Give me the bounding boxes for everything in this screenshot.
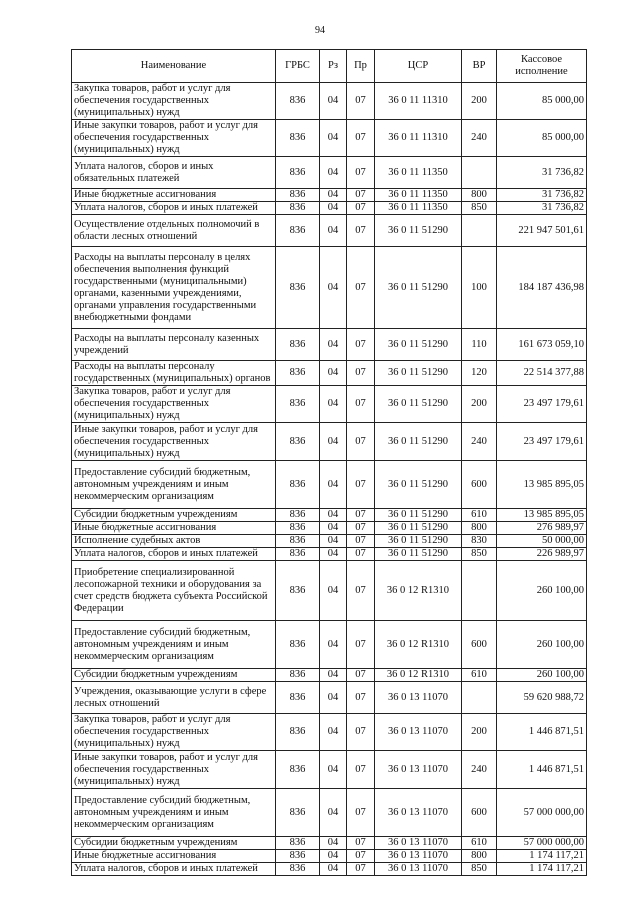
- cell-pr: 07: [347, 837, 375, 850]
- cell-csr: 36 0 11 51290: [375, 361, 462, 386]
- cell-rz: 04: [320, 548, 347, 561]
- cell-amount: 1 174 117,21: [497, 863, 587, 876]
- cell-grbs: 836: [276, 423, 320, 461]
- table-row: [72, 789, 587, 837]
- cell-amount: 226 989,97: [497, 548, 587, 561]
- cell-rz: 04: [320, 751, 347, 789]
- cell-grbs: 836: [276, 535, 320, 548]
- cell-pr: 07: [347, 329, 375, 361]
- cell-vr: 610: [462, 509, 497, 522]
- cell-name: Субсидии бюджетным учреждениям: [72, 509, 276, 522]
- table-row: [72, 461, 587, 509]
- cell-rz: 04: [320, 561, 347, 621]
- cell-amount: 1 446 871,51: [497, 714, 587, 751]
- cell-amount: 184 187 436,98: [497, 247, 587, 329]
- cell-amount: 22 514 377,88: [497, 361, 587, 386]
- cell-rz: 04: [320, 189, 347, 202]
- cell-pr: 07: [347, 361, 375, 386]
- cell-pr: 07: [347, 682, 375, 714]
- cell-grbs: 836: [276, 329, 320, 361]
- cell-grbs: 836: [276, 215, 320, 247]
- cell-grbs: 836: [276, 621, 320, 669]
- cell-pr: 07: [347, 669, 375, 682]
- cell-name: Исполнение судебных актов: [72, 535, 276, 548]
- cell-rz: 04: [320, 461, 347, 509]
- cell-csr: 36 0 11 51290: [375, 522, 462, 535]
- cell-csr: 36 0 11 51290: [375, 386, 462, 423]
- cell-grbs: 836: [276, 120, 320, 157]
- cell-amount: 13 985 895,05: [497, 509, 587, 522]
- header-csr: ЦСР: [375, 50, 462, 83]
- cell-name: Субсидии бюджетным учреждениям: [72, 837, 276, 850]
- cell-vr: 200: [462, 83, 497, 120]
- cell-grbs: 836: [276, 837, 320, 850]
- cell-pr: 07: [347, 863, 375, 876]
- cell-grbs: 836: [276, 561, 320, 621]
- cell-grbs: 836: [276, 247, 320, 329]
- cell-pr: 07: [347, 751, 375, 789]
- table-row: [72, 850, 587, 863]
- cell-vr: 800: [462, 850, 497, 863]
- cell-grbs: 836: [276, 548, 320, 561]
- cell-amount: 57 000 000,00: [497, 837, 587, 850]
- cell-amount: 221 947 501,61: [497, 215, 587, 247]
- cell-csr: 36 0 13 11070: [375, 863, 462, 876]
- cell-pr: 07: [347, 548, 375, 561]
- cell-grbs: 836: [276, 461, 320, 509]
- cell-csr: 36 0 13 11070: [375, 682, 462, 714]
- cell-pr: 07: [347, 561, 375, 621]
- header-name: Наименование: [72, 50, 276, 83]
- cell-vr: 200: [462, 386, 497, 423]
- cell-grbs: 836: [276, 386, 320, 423]
- cell-vr: 600: [462, 789, 497, 837]
- cell-name: Иные бюджетные ассигнования: [72, 522, 276, 535]
- cell-rz: 04: [320, 247, 347, 329]
- table-row: [72, 386, 587, 423]
- cell-vr: 610: [462, 669, 497, 682]
- header-vr: ВР: [462, 50, 497, 83]
- cell-rz: 04: [320, 850, 347, 863]
- cell-name: Иные бюджетные ассигнования: [72, 850, 276, 863]
- cell-amount: 161 673 059,10: [497, 329, 587, 361]
- cell-amount: 23 497 179,61: [497, 386, 587, 423]
- cell-pr: 07: [347, 215, 375, 247]
- cell-name: Иные закупки товаров, работ и услуг для обеспечения государственных (муниципальных) нужд: [72, 120, 276, 157]
- cell-rz: 04: [320, 522, 347, 535]
- cell-pr: 07: [347, 157, 375, 189]
- cell-csr: 36 0 11 11310: [375, 83, 462, 120]
- cell-vr: 600: [462, 461, 497, 509]
- cell-vr: 850: [462, 863, 497, 876]
- cell-amount: 1 446 871,51: [497, 751, 587, 789]
- cell-rz: 04: [320, 83, 347, 120]
- cell-name: Уплата налогов, сборов и иных платежей: [72, 548, 276, 561]
- table-row: [72, 329, 587, 361]
- cell-vr: 830: [462, 535, 497, 548]
- table-row: [72, 509, 587, 522]
- header-pr: Пр: [347, 50, 375, 83]
- cell-rz: 04: [320, 361, 347, 386]
- header-rz: Рз: [320, 50, 347, 83]
- cell-vr: 610: [462, 837, 497, 850]
- table-row: [72, 247, 587, 329]
- cell-name: Приобретение специализированной лесопожарной техники и оборудования за счет средств бюджета субъекта Российской Федерации: [72, 561, 276, 621]
- cell-rz: 04: [320, 682, 347, 714]
- cell-vr: 120: [462, 361, 497, 386]
- cell-grbs: 836: [276, 669, 320, 682]
- cell-vr: 110: [462, 329, 497, 361]
- cell-grbs: 836: [276, 361, 320, 386]
- cell-grbs: 836: [276, 83, 320, 120]
- cell-pr: 07: [347, 386, 375, 423]
- table-row: [72, 837, 587, 850]
- table-header-row: [72, 50, 587, 83]
- cell-csr: 36 0 11 51290: [375, 215, 462, 247]
- cell-name: Иные бюджетные ассигнования: [72, 189, 276, 202]
- cell-rz: 04: [320, 202, 347, 215]
- table-row: [72, 548, 587, 561]
- table-row: [72, 361, 587, 386]
- cell-name: Уплата налогов, сборов и иных платежей: [72, 863, 276, 876]
- cell-pr: 07: [347, 850, 375, 863]
- cell-amount: 31 736,82: [497, 157, 587, 189]
- cell-rz: 04: [320, 120, 347, 157]
- cell-pr: 07: [347, 509, 375, 522]
- cell-csr: 36 0 11 51290: [375, 509, 462, 522]
- cell-name: Расходы на выплаты персоналу в целях обеспечения выполнения функций государственными (муниципальными) органами, казенными учреждениями, органами управления государственными внебюджетными фондами: [72, 247, 276, 329]
- table-row: [72, 621, 587, 669]
- cell-vr: 240: [462, 751, 497, 789]
- cell-pr: 07: [347, 202, 375, 215]
- cell-pr: 07: [347, 247, 375, 329]
- cell-name: Закупка товаров, работ и услуг для обеспечения государственных (муниципальных) нужд: [72, 714, 276, 751]
- cell-vr: 850: [462, 548, 497, 561]
- cell-pr: 07: [347, 522, 375, 535]
- table-row: [72, 863, 587, 876]
- cell-vr: 800: [462, 189, 497, 202]
- cell-vr: [462, 215, 497, 247]
- cell-csr: 36 0 11 51290: [375, 461, 462, 509]
- cell-csr: 36 0 11 11350: [375, 189, 462, 202]
- cell-pr: 07: [347, 621, 375, 669]
- cell-amount: 260 100,00: [497, 621, 587, 669]
- cell-grbs: 836: [276, 863, 320, 876]
- cell-vr: [462, 682, 497, 714]
- cell-rz: 04: [320, 509, 347, 522]
- table-row: [72, 714, 587, 751]
- cell-name: Закупка товаров, работ и услуг для обеспечения государственных (муниципальных) нужд: [72, 83, 276, 120]
- cell-csr: 36 0 11 11310: [375, 120, 462, 157]
- cell-name: Уплата налогов, сборов и иных обязательных платежей: [72, 157, 276, 189]
- table-row: [72, 535, 587, 548]
- cell-rz: 04: [320, 714, 347, 751]
- cell-amount: 260 100,00: [497, 561, 587, 621]
- cell-csr: 36 0 13 11070: [375, 837, 462, 850]
- header-amount: Кассовое исполнение: [497, 50, 587, 83]
- cell-grbs: 836: [276, 509, 320, 522]
- cell-vr: [462, 157, 497, 189]
- cell-amount: 13 985 895,05: [497, 461, 587, 509]
- cell-vr: 850: [462, 202, 497, 215]
- table-row: [72, 215, 587, 247]
- table-row: [72, 423, 587, 461]
- table-row: [72, 682, 587, 714]
- cell-rz: 04: [320, 837, 347, 850]
- header-grbs: ГРБС: [276, 50, 320, 83]
- cell-amount: 23 497 179,61: [497, 423, 587, 461]
- table-row: [72, 522, 587, 535]
- cell-amount: 31 736,82: [497, 189, 587, 202]
- cell-csr: 36 0 11 51290: [375, 548, 462, 561]
- cell-name: Уплата налогов, сборов и иных платежей: [72, 202, 276, 215]
- cell-rz: 04: [320, 789, 347, 837]
- cell-grbs: 836: [276, 682, 320, 714]
- table-row: [72, 751, 587, 789]
- cell-amount: 276 989,97: [497, 522, 587, 535]
- cell-pr: 07: [347, 189, 375, 202]
- cell-pr: 07: [347, 83, 375, 120]
- table-row: [72, 561, 587, 621]
- table-row: [72, 83, 587, 120]
- cell-rz: 04: [320, 386, 347, 423]
- cell-grbs: 836: [276, 202, 320, 215]
- cell-amount: 85 000,00: [497, 120, 587, 157]
- cell-pr: 07: [347, 535, 375, 548]
- cell-rz: 04: [320, 669, 347, 682]
- cell-amount: 85 000,00: [497, 83, 587, 120]
- cell-csr: 36 0 13 11070: [375, 751, 462, 789]
- cell-csr: 36 0 11 51290: [375, 423, 462, 461]
- cell-amount: 59 620 988,72: [497, 682, 587, 714]
- cell-csr: 36 0 12 R1310: [375, 561, 462, 621]
- cell-amount: 31 736,82: [497, 202, 587, 215]
- cell-name: Предоставление субсидий бюджетным, автономным учреждениям и иным некоммерческим организациям: [72, 789, 276, 837]
- cell-grbs: 836: [276, 189, 320, 202]
- cell-csr: 36 0 11 51290: [375, 535, 462, 548]
- cell-vr: 200: [462, 714, 497, 751]
- cell-vr: 600: [462, 621, 497, 669]
- cell-name: Расходы на выплаты персоналу государственных (муниципальных) органов: [72, 361, 276, 386]
- cell-name: Иные закупки товаров, работ и услуг для обеспечения государственных (муниципальных) нужд: [72, 751, 276, 789]
- cell-vr: [462, 561, 497, 621]
- cell-name: Расходы на выплаты персоналу казенных учреждений: [72, 329, 276, 361]
- cell-rz: 04: [320, 535, 347, 548]
- cell-grbs: 836: [276, 522, 320, 535]
- cell-pr: 07: [347, 423, 375, 461]
- cell-csr: 36 0 12 R1310: [375, 669, 462, 682]
- cell-csr: 36 0 11 11350: [375, 202, 462, 215]
- cell-rz: 04: [320, 215, 347, 247]
- cell-csr: 36 0 11 51290: [375, 247, 462, 329]
- cell-vr: 240: [462, 423, 497, 461]
- cell-pr: 07: [347, 120, 375, 157]
- cell-csr: 36 0 11 51290: [375, 329, 462, 361]
- cell-amount: 1 174 117,21: [497, 850, 587, 863]
- table-row: [72, 202, 587, 215]
- cell-rz: 04: [320, 423, 347, 461]
- page-number: 94: [315, 25, 325, 36]
- cell-csr: 36 0 13 11070: [375, 850, 462, 863]
- cell-rz: 04: [320, 621, 347, 669]
- cell-pr: 07: [347, 461, 375, 509]
- table-row: [72, 120, 587, 157]
- cell-grbs: 836: [276, 751, 320, 789]
- table-row: [72, 189, 587, 202]
- cell-csr: 36 0 12 R1310: [375, 621, 462, 669]
- cell-grbs: 836: [276, 157, 320, 189]
- cell-rz: 04: [320, 863, 347, 876]
- table-row: [72, 669, 587, 682]
- cell-amount: 50 000,00: [497, 535, 587, 548]
- cell-csr: 36 0 11 11350: [375, 157, 462, 189]
- cell-pr: 07: [347, 714, 375, 751]
- cell-pr: 07: [347, 789, 375, 837]
- cell-amount: 57 000 000,00: [497, 789, 587, 837]
- cell-vr: 800: [462, 522, 497, 535]
- cell-grbs: 836: [276, 714, 320, 751]
- cell-grbs: 836: [276, 789, 320, 837]
- cell-grbs: 836: [276, 850, 320, 863]
- cell-vr: 100: [462, 247, 497, 329]
- table-row: [72, 157, 587, 189]
- cell-vr: 240: [462, 120, 497, 157]
- cell-name: Предоставление субсидий бюджетным, автономным учреждениям и иным некоммерческим организациям: [72, 621, 276, 669]
- cell-name: Учреждения, оказывающие услуги в сфере лесных отношений: [72, 682, 276, 714]
- cell-name: Закупка товаров, работ и услуг для обеспечения государственных (муниципальных) нужд: [72, 386, 276, 423]
- cell-csr: 36 0 13 11070: [375, 789, 462, 837]
- cell-csr: 36 0 13 11070: [375, 714, 462, 751]
- cell-name: Осуществление отдельных полномочий в области лесных отношений: [72, 215, 276, 247]
- budget-table: [71, 49, 587, 876]
- cell-amount: 260 100,00: [497, 669, 587, 682]
- cell-rz: 04: [320, 329, 347, 361]
- cell-name: Иные закупки товаров, работ и услуг для обеспечения государственных (муниципальных) нужд: [72, 423, 276, 461]
- cell-name: Предоставление субсидий бюджетным, автономным учреждениям и иным некоммерческим организациям: [72, 461, 276, 509]
- cell-name: Субсидии бюджетным учреждениям: [72, 669, 276, 682]
- cell-rz: 04: [320, 157, 347, 189]
